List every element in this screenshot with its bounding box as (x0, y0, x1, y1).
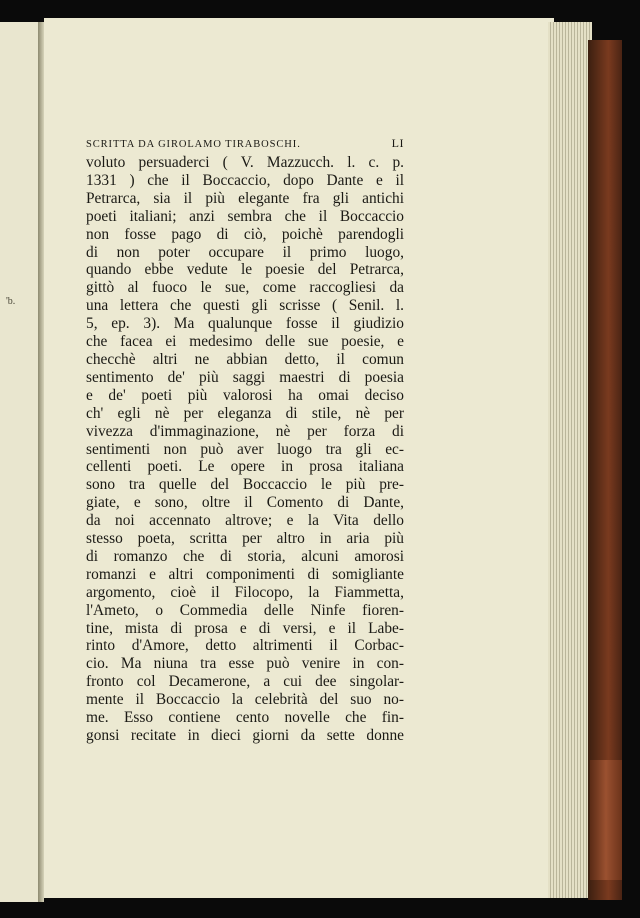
text-line: Petrarca, sia il più elegante fra gli antichi (86, 189, 404, 207)
text-line: fronto col Decamerone, a cui dee singolar- (86, 673, 404, 691)
running-title: SCRITTA DA GIROLAMO TIRABOSCHI. (86, 139, 301, 150)
text-line: vivezza d'immaginazione, nè per forza di (86, 422, 404, 440)
text-line: gonsi recitate in dieci giorni da sette donne (86, 727, 404, 744)
text-line: sentimento de' più saggi maestri di poesia (86, 368, 404, 386)
text-line: gittò al fuoco le sue, come raccogliesi da (86, 279, 404, 297)
text-line: rinto d'Amore, detto altrimenti il Corbac- (86, 637, 404, 655)
text-line: 5, ep. 3). Ma qualunque fosse il giudizio (86, 315, 404, 333)
text-line: tine, mista di prosa e di versi, e il Labe- (86, 619, 404, 637)
text-line: mente il Boccaccio la celebrità del suo no- (86, 691, 404, 709)
text-line: una lettera che questi gli scrisse ( Senil. l. (86, 297, 404, 315)
page-text-block (86, 136, 404, 745)
text-line: di non poter occupare il primo luogo, (86, 243, 404, 261)
text-line: me. Esso contiene cento novelle che fin- (86, 709, 404, 727)
body-text (86, 154, 404, 745)
text-line: voluto persuaderci ( V. Mazzucch. l. c. p. (86, 154, 404, 171)
text-line: da noi accennato altrove; e la Vita dello (86, 512, 404, 530)
text-line: stesso poeta, scritta per altro in aria più (86, 530, 404, 548)
text-line: non fosse pago di ciò, poichè parendogli (86, 225, 404, 243)
text-line: 1331 ) che il Boccaccio, dopo Dante e il (86, 171, 404, 189)
text-line: giate, e sono, oltre il Comento di Dante, (86, 494, 404, 512)
text-line: romanzi e altri componimenti di somigliante (86, 565, 404, 583)
text-line: cellenti poeti. Le opere in prosa italiana (86, 458, 404, 476)
page-edges (548, 22, 592, 898)
text-line: checchè altri ne abbian detto, il comun (86, 350, 404, 368)
text-line: ch' egli nè per eleganza di stile, nè per (86, 404, 404, 422)
text-line: di romanzo che di storia, alcuni amorosi (86, 547, 404, 565)
left-page-mark: 'b. (6, 296, 16, 307)
text-line: sono tra quelle del Boccaccio le più pre- (86, 476, 404, 494)
text-line: argomento, cioè il Filocopo, la Fiammetta, (86, 583, 404, 601)
page-number: LI (391, 136, 404, 150)
left-page (0, 22, 41, 902)
text-line: cio. Ma niuna tra esse può venire in con- (86, 655, 404, 673)
text-line: sentimenti non può aver luogo tra gli ec- (86, 440, 404, 458)
text-line: e de' poeti più valorosi ha omai deciso (86, 386, 404, 404)
text-line: poeti italiani; anzi sembra che il Boccaccio (86, 207, 404, 225)
text-line: che facea ei medesimo delle sue poesie, e (86, 333, 404, 351)
text-line: quando ebbe vedute le poesie del Petrarca, (86, 261, 404, 279)
running-header (86, 136, 404, 151)
text-line: l'Ameto, o Commedia delle Ninfe fioren- (86, 601, 404, 619)
book-cover-corner (590, 760, 622, 880)
